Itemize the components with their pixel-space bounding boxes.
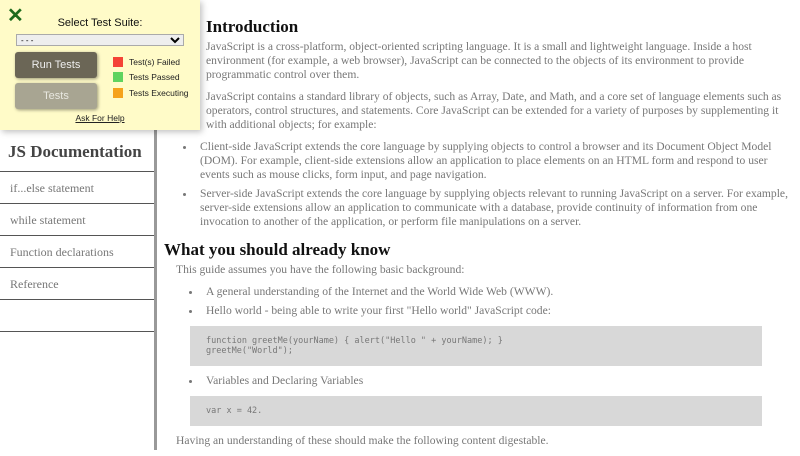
legend-label: Test(s) Failed <box>129 57 181 67</box>
test-suite-panel <box>0 0 200 130</box>
nav-title: JS Documentation <box>0 134 154 172</box>
list-item: • A general understanding of the Internet and the World Wide Web (WWW). <box>202 285 794 299</box>
failed-swatch <box>113 57 123 67</box>
test-suite-select[interactable] <box>16 34 184 46</box>
suite-label: Select Test Suite: <box>57 17 143 29</box>
run-tests-button[interactable]: Run Tests <box>15 52 97 78</box>
nav-link-if-else[interactable]: if...else statement <box>0 172 154 204</box>
nav-link[interactable] <box>0 332 154 364</box>
passed-swatch <box>113 72 123 82</box>
nav-link[interactable] <box>0 300 154 332</box>
legend-label: Tests Passed <box>129 72 180 82</box>
legend-executing <box>113 88 189 98</box>
legend-passed <box>113 72 180 82</box>
list-item: • Hello world - being able to write your first "Hello world" JavaScript code: <box>202 304 794 318</box>
intro-paragraph: JavaScript is a cross-platform, object-oriented scripting language. It is a small and lightweight language. Inside a host environment (for example, a web browser), JavaScript can be connected to the objects of its environment to provide programmatic control over them. <box>206 40 752 81</box>
legend-failed <box>113 57 180 67</box>
know-heading: What you should already know <box>164 240 391 259</box>
list-item: • Server-side JavaScript extends the core language by supplying objects relevant to running JavaScript on a server. For example, server-side extensions allow an application to communicate with a database, provide continuity of information from one invocation to another of the application, or perform file manipulations on a server. <box>196 187 794 229</box>
list-item: • Variables and Declaring Variables <box>202 374 794 388</box>
code-block: function greetMe(yourName) { alert("Hello " + yourName); } greetMe("World"); <box>190 326 762 366</box>
code-block: var x = 42. <box>190 396 762 426</box>
list-item: • Client-side JavaScript extends the core language by supplying objects to control a browser and its Document Object Model (DOM). For example, client-side extensions allow an application to place elements on an HTML form and respond to user events such as mouse clicks, form input, and page navigation. <box>196 140 794 182</box>
close-icon[interactable]: ✕ <box>7 5 24 27</box>
nav-link-reference[interactable]: Reference <box>0 268 154 300</box>
closing-paragraph: Having an understanding of these should make the following content digestable. <box>176 434 549 447</box>
main-doc <box>166 16 794 456</box>
executing-swatch <box>113 88 123 98</box>
tests-button[interactable]: Tests <box>15 83 97 109</box>
nav-link-function-declarations[interactable]: Function declarations <box>0 236 154 268</box>
know-paragraph: This guide assumes you have the following basic background: <box>176 263 465 276</box>
ask-for-help-link[interactable]: Ask For Help <box>75 113 125 123</box>
nav-link-while[interactable]: while statement <box>0 204 154 236</box>
intro-heading: Introduction <box>206 17 299 36</box>
legend-label: Tests Executing <box>129 88 189 98</box>
intro-paragraph: JavaScript contains a standard library of objects, such as Array, Date, and Math, and a core set of language elements such as operators, control structures, and statements. Core JavaScript can be extended for a variety of purposes by supplementing it with additional objects; for example: <box>206 90 782 131</box>
